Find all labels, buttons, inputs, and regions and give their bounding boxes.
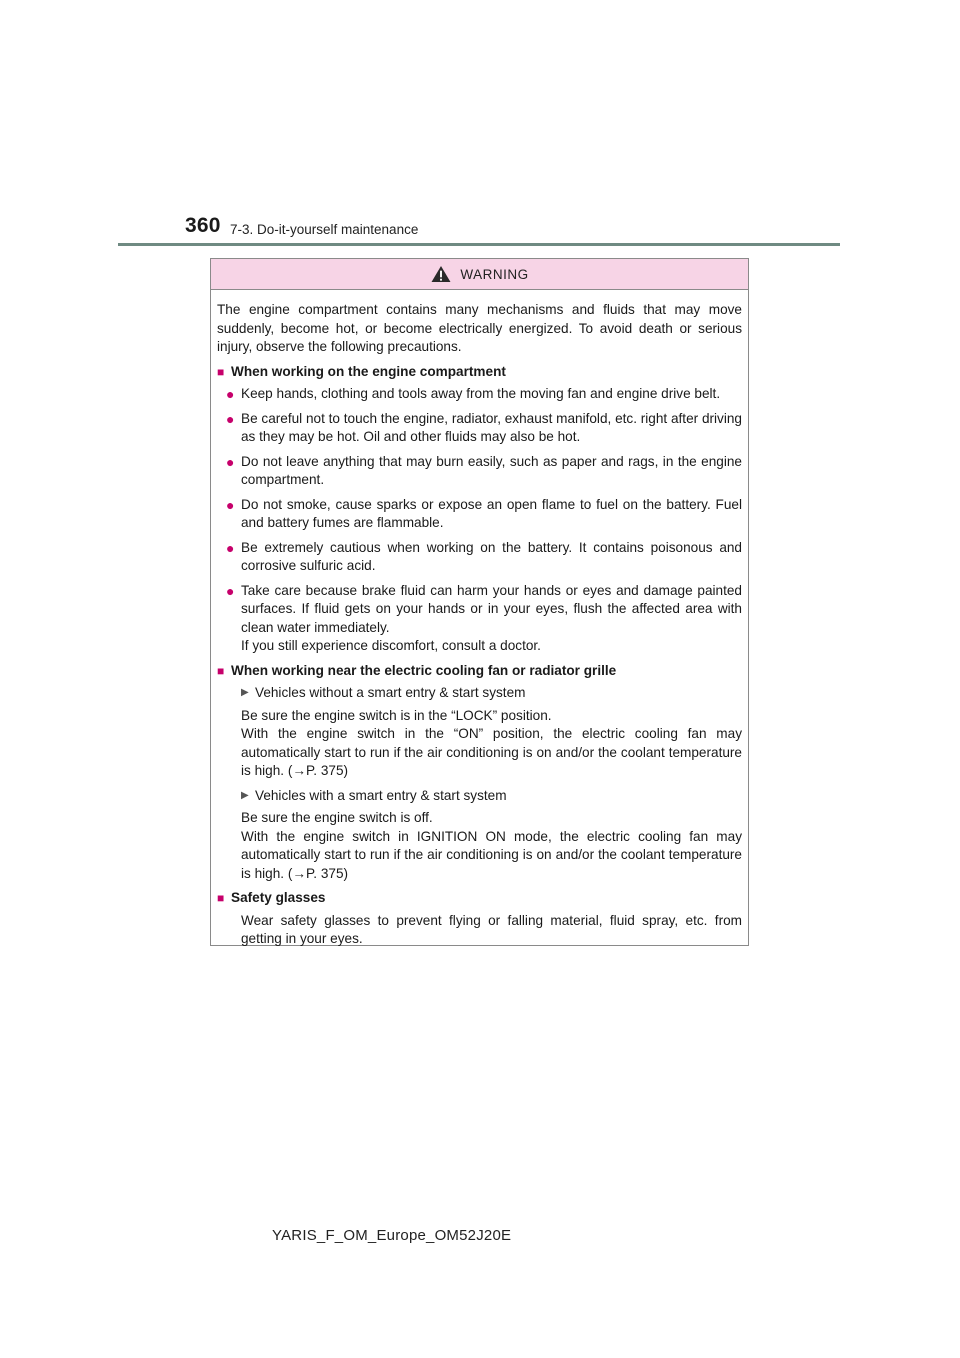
list-item xyxy=(226,410,742,447)
square-bullet-icon: ■ xyxy=(217,891,225,905)
paragraph: Be sure the engine switch is off. With the engine switch in IGNITION ON mode, the electric cooling fan may automatically start to run if the air conditioning is on and/or the coolant temperature is high. (→P. 375) xyxy=(241,810,742,881)
warning-header xyxy=(211,259,748,290)
list-item-text: Do not leave anything that may burn easily, such as paper and rags, in the engine compartment. xyxy=(241,453,742,487)
section-title: 7-3. Do-it-yourself maintenance xyxy=(230,222,419,237)
warning-box xyxy=(210,258,749,946)
page-number: 360 xyxy=(185,214,221,237)
circle-bullet-icon: ● xyxy=(226,453,235,470)
section-heading xyxy=(217,363,742,382)
circle-bullet-icon: ● xyxy=(226,410,235,427)
list-item xyxy=(226,453,742,490)
warning-triangle-icon xyxy=(430,265,452,283)
triangle-bullet-icon: ▶ xyxy=(241,687,249,698)
circle-bullet-icon: ● xyxy=(226,582,235,599)
header-rule xyxy=(118,243,840,246)
paragraph: Wear safety glasses to prevent flying or falling material, fluid spray, etc. from getting in your eyes. xyxy=(241,912,742,946)
circle-bullet-icon: ● xyxy=(226,496,235,513)
sub-heading xyxy=(241,684,742,703)
circle-bullet-icon: ● xyxy=(226,386,235,402)
section-heading-text: Safety glasses xyxy=(231,890,326,905)
list-item-text: Take care because brake fluid can harm your hands or eyes and damage painted surfaces. If fluid gets on your hands or in your eyes, flush the affected area with clean water immediately. If you still experience discomfort, consult a doctor. xyxy=(241,582,742,653)
square-bullet-icon: ■ xyxy=(217,663,225,678)
section-heading xyxy=(217,889,742,908)
list-item xyxy=(226,496,742,533)
list-item xyxy=(226,539,742,576)
triangle-bullet-icon: ▶ xyxy=(241,789,249,801)
warning-intro: The engine compartment contains many mechanisms and fluids that may move suddenly, become hot, or become electrically energized. To avoid death or serious injury, observe the following precautions. xyxy=(217,302,742,354)
list-item xyxy=(226,385,742,404)
paragraph: Be sure the engine switch is in the “LOCK” position. With the engine switch in the “ON” position, the electric cooling fan may automatically start to run if the air conditioning is on and/or the coolant temperature is high. (→P. 375) xyxy=(241,707,742,778)
list-item-text: Do not smoke, cause sparks or expose an open flame to fuel on the battery. Fuel and battery fumes are flammable. xyxy=(241,496,742,530)
section-heading-text: When working on the engine compartment xyxy=(231,363,506,379)
document-id: YARIS_F_OM_Europe_OM52J20E xyxy=(272,1227,512,1244)
sub-heading-text: Vehicles without a smart entry & start system xyxy=(255,685,526,700)
sub-heading xyxy=(241,787,742,806)
warning-title: WARNING xyxy=(460,266,529,282)
list-item xyxy=(226,582,742,656)
list-item-text: Be careful not to touch the engine, radiator, exhaust manifold, etc. right after driving as they may be hot. Oil and other fluids may also be hot. xyxy=(241,410,742,444)
circle-bullet-icon: ● xyxy=(226,539,235,556)
warning-body xyxy=(211,290,748,949)
list-item-text: Be extremely cautious when working on the battery. It contains poisonous and corrosive sulfuric acid. xyxy=(241,539,742,573)
section-heading xyxy=(217,662,742,681)
list-item-text: Keep hands, clothing and tools away from the moving fan and engine drive belt. xyxy=(241,386,721,401)
sub-heading-text: Vehicles with a smart entry & start system xyxy=(255,787,507,803)
square-bullet-icon: ■ xyxy=(217,364,225,379)
section-heading-text: When working near the electric cooling fan or radiator grille xyxy=(231,662,617,678)
